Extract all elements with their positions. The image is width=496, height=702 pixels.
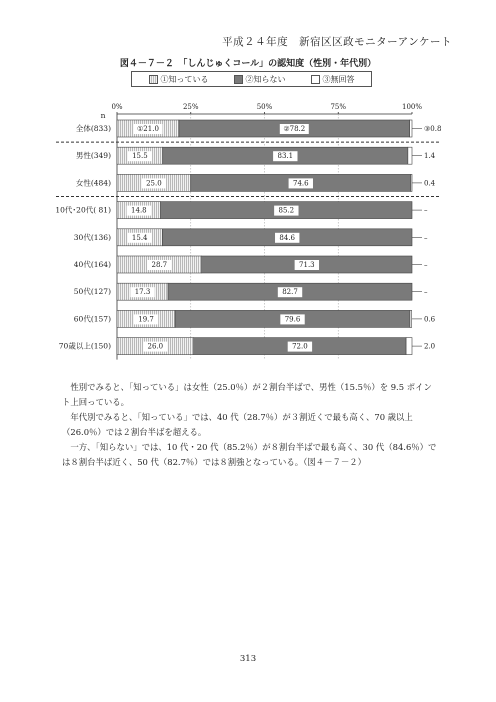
data-label-know: 17.3 (134, 288, 151, 297)
body-text (62, 380, 440, 470)
data-label-notknow: 82.7 (282, 288, 298, 297)
data-label-notknow: 79.6 (284, 315, 301, 324)
data-label-none: ③0.8 (424, 125, 442, 133)
data-label-none: – (424, 206, 428, 215)
data-label-know: 15.4 (131, 233, 148, 242)
data-label-notknow: 84.6 (279, 233, 296, 242)
legend-item-know (149, 74, 209, 85)
data-label-know: 26.0 (147, 342, 164, 351)
document-header: 平成２４年度 新宿区区政モニターアンケート (222, 36, 452, 48)
row-label: 50代(127) (73, 287, 111, 297)
legend-label-notknow: ②知らない (245, 74, 286, 84)
data-label-notknow: 83.1 (277, 152, 294, 161)
data-label-know: 19.7 (138, 315, 154, 324)
bar-segment-none (410, 120, 412, 137)
data-label-none: – (424, 288, 428, 297)
row-label: 女性(484) (75, 178, 111, 188)
body-paragraph-notknow: 一方、「知らない」では、10 代・20 代（85.2％）が８割台半ばで最も高く、30 代（84.6％）では８割台半ば近く、50 代（82.7％）では８割強となっている。（図４－７－２） (62, 442, 437, 467)
data-label-know: 15.5 (132, 152, 148, 161)
body-paragraph-age: 年代別でみると、「知っている」では、40 代（28.7％）が３割近くで最も高く、70 歳以上（26.0％）では２割台半ばを超える。 (62, 412, 413, 437)
data-label-know: 28.7 (151, 261, 168, 269)
body-paragraph-gender: 性別でみると、「知っている」は女性（25.0％）が２割台半ばで、男性（15.5％）を 9.5 ポイント上回っている。 (62, 382, 432, 407)
data-label-notknow: 71.3 (299, 261, 315, 269)
data-label-notknow: 85.2 (278, 206, 295, 215)
row-label: 40代(164) (73, 260, 111, 269)
x-tick-label: 0% (111, 103, 123, 111)
x-tick-label: 75% (330, 103, 347, 111)
data-label-none: 0.4 (424, 179, 436, 188)
data-label-notknow: ②78.2 (283, 125, 306, 133)
bar-segment-none (411, 174, 412, 191)
bar-segment-none (406, 338, 412, 355)
bar-segment-none (408, 147, 412, 164)
data-label-notknow: 74.6 (292, 179, 309, 188)
data-label-know: 25.0 (146, 179, 162, 188)
legend-swatch-none (311, 75, 320, 84)
data-label-none: 0.6 (424, 315, 436, 324)
data-label-none: 2.0 (424, 342, 436, 351)
x-tick-label: 50% (256, 103, 273, 111)
data-label-none: – (424, 261, 428, 269)
row-label: 30代(136) (73, 232, 111, 242)
figure-title: 図４－７－２ 「しんじゅくコール」の認知度（性別・年代別） (119, 59, 377, 69)
data-label-notknow: 72.0 (292, 342, 308, 351)
row-label: 全体(833) (75, 124, 111, 133)
legend-label-none: ③無回答 (322, 74, 355, 84)
awareness-bar-chart (0, 98, 496, 366)
data-label-know: 14.8 (131, 206, 147, 215)
data-label-none: – (424, 233, 428, 242)
x-tick-label: 100% (401, 103, 423, 111)
data-label-none: 1.4 (424, 152, 436, 161)
legend-item-notknow (234, 74, 286, 85)
legend-swatch-know (149, 75, 158, 84)
row-label: 70歳以上(150) (58, 341, 111, 351)
data-label-know: ①21.0 (137, 125, 159, 133)
page-number: 313 (239, 654, 257, 664)
legend-item-none (311, 74, 355, 85)
row-label: 60代(157) (73, 314, 111, 324)
n-label: n (100, 111, 106, 120)
x-tick-label: 25% (182, 103, 199, 111)
bar-segment-none (410, 310, 412, 327)
chart-legend (131, 71, 372, 87)
legend-swatch-notknow (234, 75, 243, 84)
row-label: 10代･20代( 81) (55, 205, 111, 215)
row-label: 男性(349) (75, 151, 111, 161)
legend-label-know: ①知っている (160, 74, 209, 84)
